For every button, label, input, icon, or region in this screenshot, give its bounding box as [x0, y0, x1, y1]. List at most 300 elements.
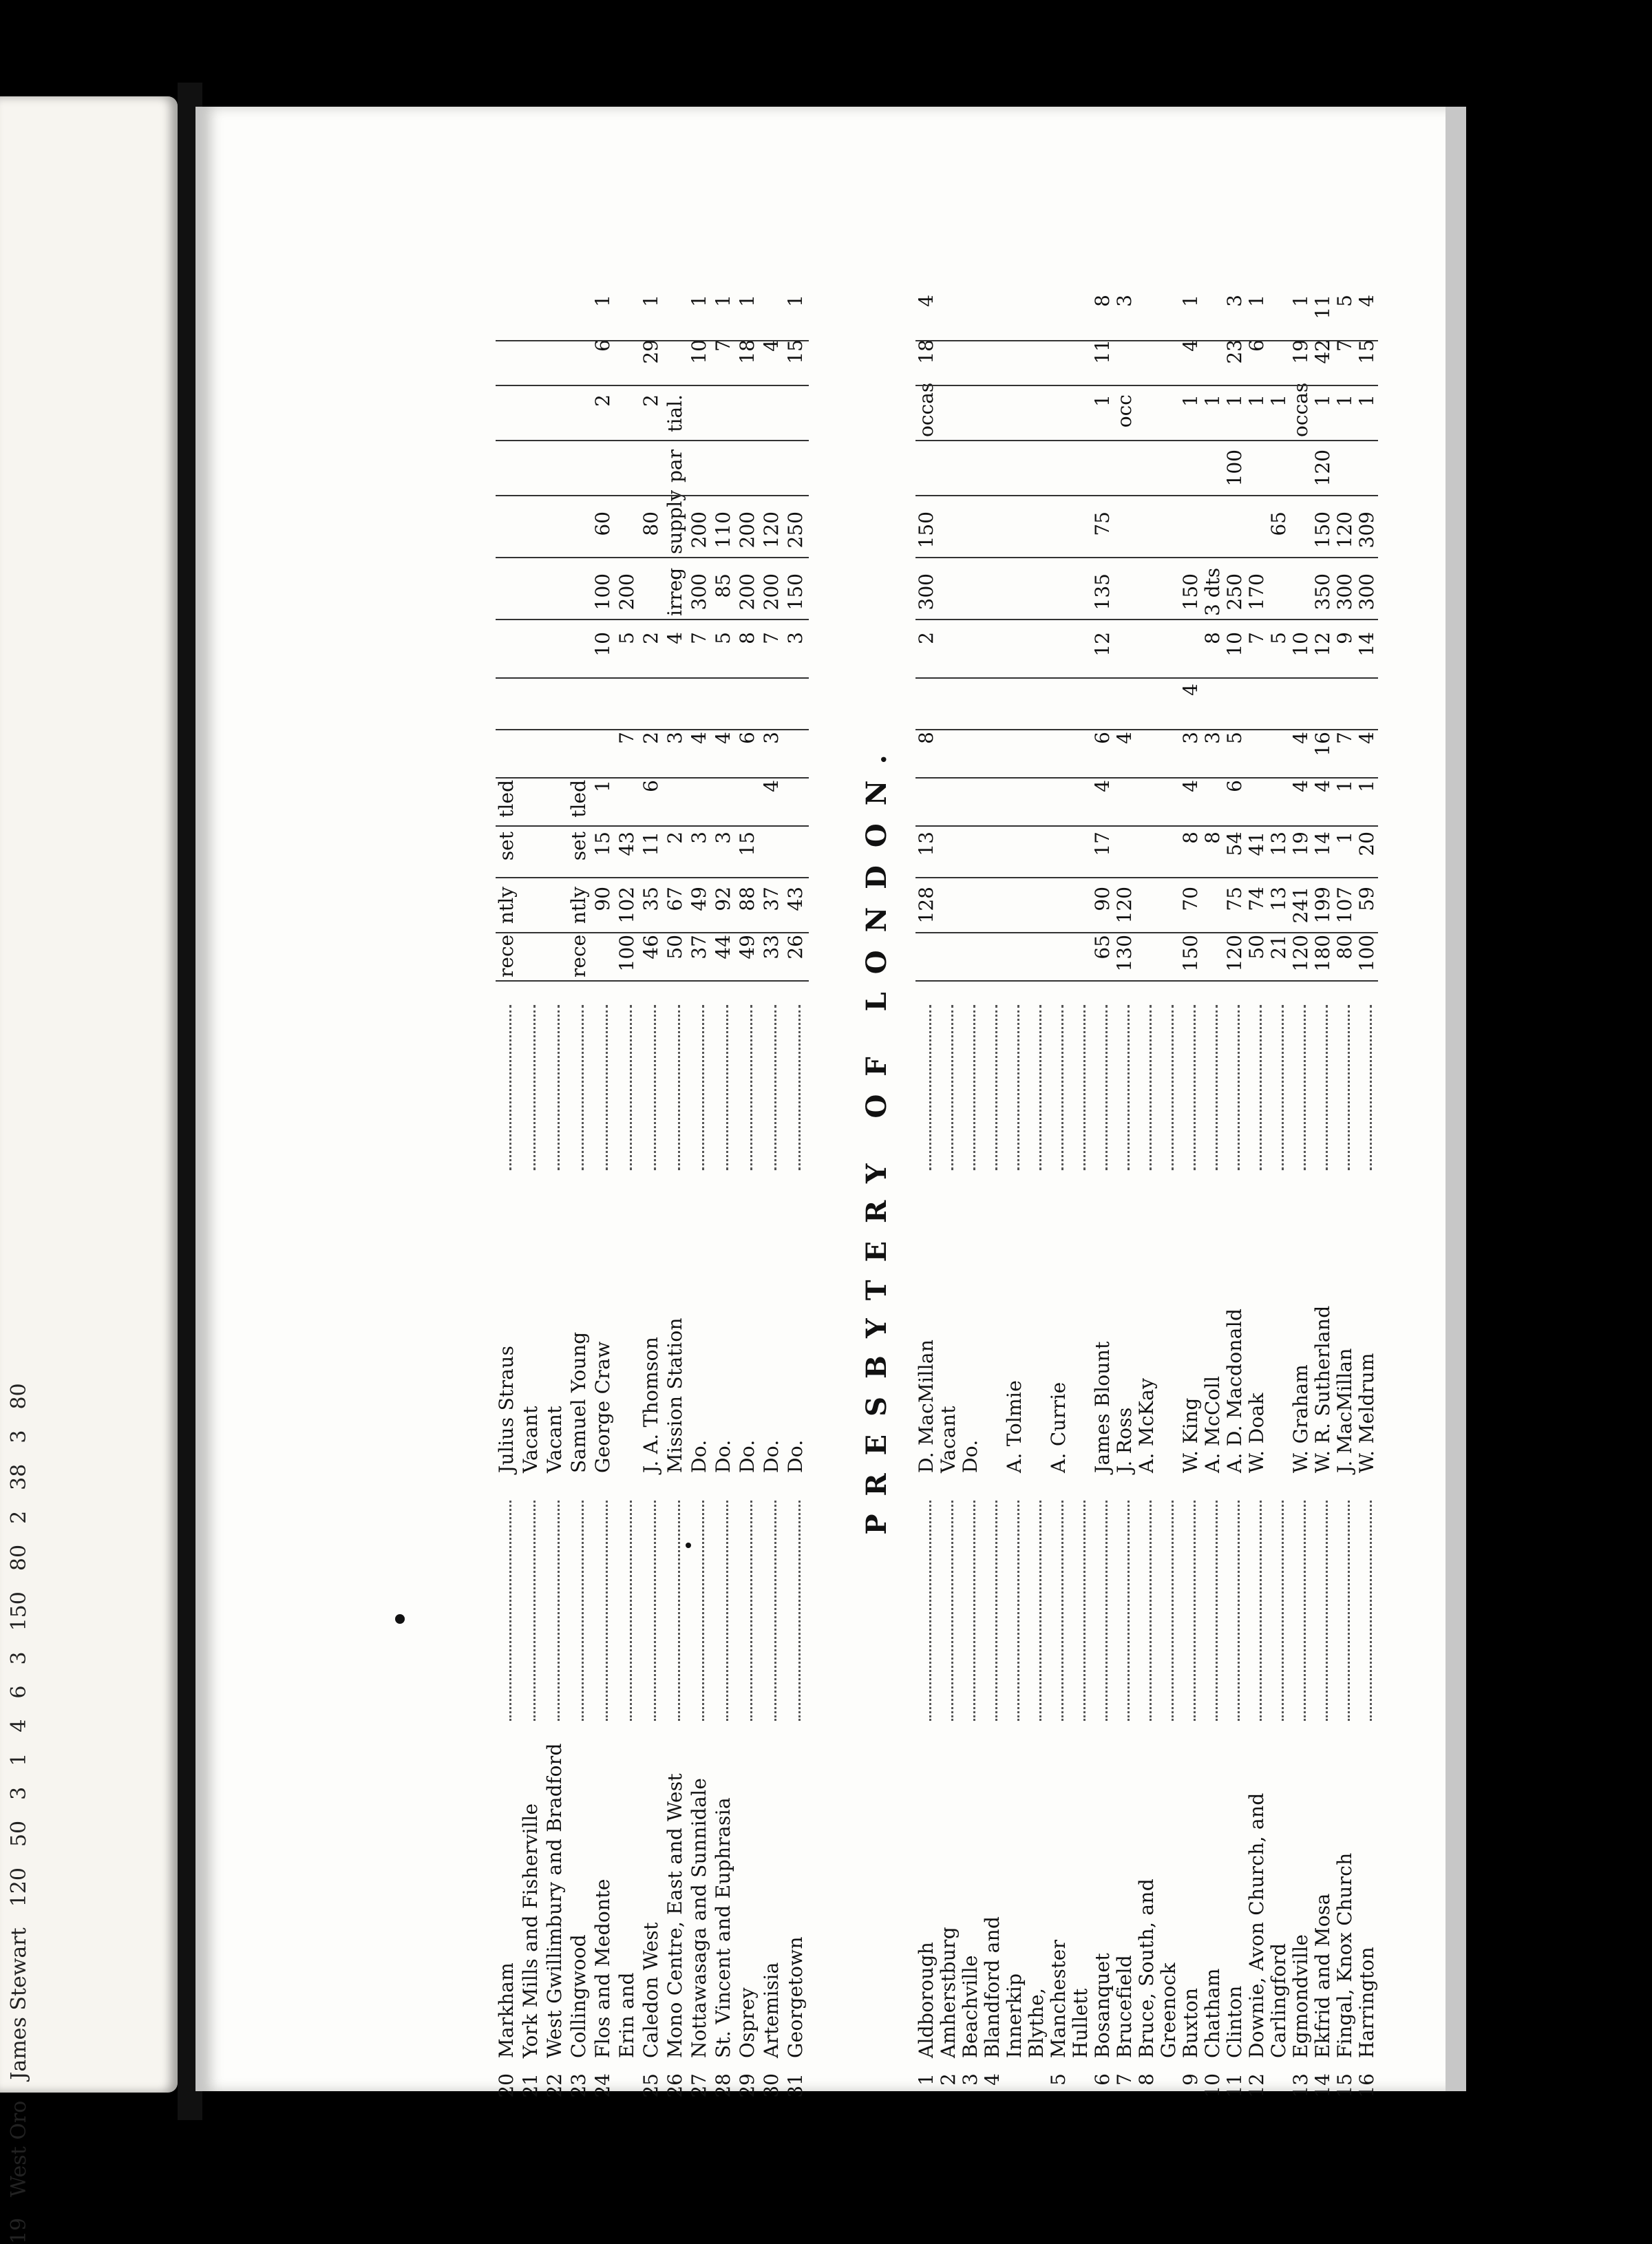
value-cell: 300 [915, 573, 938, 611]
column-rule [496, 777, 809, 779]
value-cell: 1 [1355, 780, 1378, 792]
row-number: 2 [937, 2073, 960, 2086]
dot-leader [654, 1005, 656, 1170]
value-cell: 150 [784, 573, 807, 611]
minister-name: D. MacMillan [915, 1339, 938, 1473]
congregation-name: Ekfrid and Mosa [1311, 1893, 1334, 2058]
row-number: 13 [1289, 2073, 1312, 2098]
value-cell: 12 [1311, 632, 1334, 657]
value-cell: 6 [591, 339, 614, 352]
value-cell: 130 [1113, 935, 1136, 972]
value-cell: 90 [1091, 887, 1114, 911]
dot-leader [929, 1501, 931, 1721]
left-page-fragments [7, 317, 131, 2244]
congregation-name: Osprey [736, 1987, 759, 2058]
dot-leader [606, 1501, 608, 1721]
value-cell: 4 [760, 780, 783, 792]
value-cell: 11 [1311, 295, 1334, 319]
value-cell: 33 [760, 935, 783, 960]
table-row [915, 165, 938, 2106]
congregation-name: Caledon West [639, 1922, 662, 2058]
value-cell: 1 [1201, 394, 1224, 407]
value-cell: 180 [1311, 935, 1334, 972]
dot-leader [702, 1005, 704, 1170]
table-row [1202, 165, 1224, 2106]
value-cell: 8 [1091, 295, 1114, 307]
value-cell: 16 [1311, 732, 1334, 756]
value-cell: 11 [639, 832, 662, 856]
table-row [1070, 165, 1092, 2106]
left-page-fragment: 50 [7, 1820, 31, 1848]
dot-leader [726, 1501, 728, 1721]
value-cell: 3 [1113, 295, 1136, 307]
left-page-fragment: 4 [7, 1719, 31, 1733]
congregation-name: Amherstburg [937, 1927, 960, 2058]
value-cell: 5 [615, 632, 638, 644]
value-cell: 2 [664, 832, 686, 844]
value-cell: 8 [1201, 632, 1224, 644]
row-number: 27 [688, 2073, 710, 2098]
congregation-name: Downie, Avon Church, and [1245, 1792, 1268, 2058]
table-row [496, 165, 518, 2106]
value-cell: 1 [1091, 394, 1114, 407]
minister-name: George Craw [591, 1341, 614, 1473]
value-cell: 350 [1311, 573, 1334, 611]
dot-leader [929, 1005, 931, 1170]
value-cell: 70 [1179, 887, 1202, 911]
dot-leader [1238, 1005, 1240, 1170]
value-cell: 19 [1289, 832, 1312, 856]
dot-leader [1370, 1501, 1372, 1721]
row-number: 20 [495, 2073, 518, 2098]
congregation-name: Harrington [1355, 1947, 1378, 2058]
value-cell: 1 [591, 295, 614, 307]
value-cell: 50 [664, 935, 686, 960]
table-row [960, 165, 982, 2106]
table-row [938, 165, 960, 2106]
dot-leader [995, 1501, 997, 1721]
value-cell: 128 [915, 887, 938, 924]
table-row [568, 165, 590, 2106]
dot-leader [1172, 1501, 1174, 1721]
dot-leader [1260, 1005, 1262, 1170]
congregation-name: Mono Centre, East and West [664, 1772, 686, 2058]
row-number: 11 [1223, 2073, 1246, 2098]
rotated-register-table [172, 165, 1378, 2106]
value-cell: 90 [591, 887, 614, 911]
left-page-fragment: 2 [7, 1510, 31, 1524]
value-cell: 200 [688, 511, 710, 549]
dot-leader [973, 1501, 975, 1721]
column-rule [915, 877, 1378, 878]
minister-name: A. Currie [1047, 1382, 1070, 1473]
minister-name: A. McKay [1135, 1377, 1158, 1473]
value-cell: 42 [1311, 339, 1334, 364]
row-number: 9 [1179, 2073, 1202, 2086]
value-cell: occas [1289, 382, 1312, 437]
row-number: 21 [519, 2073, 542, 2098]
value-cell: 35 [639, 887, 662, 911]
minister-name: Mission Station [664, 1317, 686, 1473]
value-cell: 1 [1179, 295, 1202, 307]
value-cell: 120 [1113, 887, 1136, 924]
dot-leader [509, 1005, 511, 1170]
minister-name: W. King [1179, 1397, 1202, 1473]
value-cell: 1 [1311, 394, 1334, 407]
value-cell: 13 [1267, 887, 1290, 911]
congregation-name: Collingwood [567, 1934, 590, 2058]
value-cell: 7 [1333, 732, 1356, 744]
value-cell: supply [664, 489, 686, 554]
table-row [1114, 165, 1136, 2106]
value-cell: 17 [1091, 832, 1114, 856]
row-number: 4 [981, 2073, 1004, 2086]
table-row [712, 165, 734, 2106]
dot-leader [774, 1501, 776, 1721]
left-page-fragment: West Oro [7, 2100, 31, 2197]
value-cell: 1 [688, 295, 710, 307]
value-cell: set [567, 832, 590, 861]
dot-leader [606, 1005, 608, 1170]
left-page-fragment: 6 [7, 1685, 31, 1699]
value-cell: 4 [760, 339, 783, 352]
value-cell: 15 [1355, 339, 1378, 364]
column-rule [496, 619, 809, 620]
value-cell: 85 [712, 573, 734, 598]
value-cell: 4 [688, 732, 710, 744]
left-page-fragment: 3 [7, 1786, 31, 1800]
left-page-fragment: 3 [7, 1651, 31, 1665]
minister-name: J. A. Thomson [639, 1336, 662, 1473]
congregation-name: York Mills and Fisherville [519, 1803, 542, 2058]
dot-leader [1150, 1501, 1152, 1721]
value-cell: 80 [639, 511, 662, 536]
table-row [785, 165, 807, 2106]
value-cell: 3 [1179, 732, 1202, 744]
table-row [1224, 165, 1246, 2106]
row-number: 16 [1355, 2073, 1378, 2098]
value-cell: 4 [1091, 780, 1114, 792]
congregation-name: Beachville [959, 1955, 982, 2058]
value-cell: 10 [1289, 632, 1312, 657]
column-rule [496, 385, 809, 386]
left-page-fragment: James Stewart [7, 1927, 31, 2080]
column-rule [496, 340, 809, 341]
minister-name: A. McColl [1201, 1375, 1224, 1473]
value-cell: 15 [784, 339, 807, 364]
congregation-name: Chatham [1201, 1968, 1224, 2058]
value-cell: 7 [615, 732, 638, 744]
value-cell: 15 [591, 832, 614, 856]
table-row [1246, 165, 1268, 2106]
dot-leader [630, 1501, 632, 1721]
table-row [1180, 165, 1202, 2106]
dot-leader [1304, 1005, 1306, 1170]
dot-leader [1326, 1005, 1328, 1170]
column-rule [915, 729, 1378, 730]
table-row [1136, 165, 1158, 2106]
value-cell: irreg [664, 567, 686, 616]
value-cell: 7 [712, 339, 734, 352]
value-cell: 75 [1223, 887, 1246, 911]
minister-name: Vacant [543, 1406, 566, 1473]
value-cell: 6 [736, 732, 759, 744]
value-cell: 60 [591, 511, 614, 536]
dot-leader [678, 1005, 680, 1170]
value-cell: 2 [591, 394, 614, 407]
value-cell: 8 [736, 632, 759, 644]
value-cell: 3 [784, 632, 807, 644]
left-page-fragment: 80 [7, 1383, 31, 1410]
value-cell: 1 [1267, 394, 1290, 407]
value-cell: 1 [1179, 394, 1202, 407]
dot-leader [582, 1501, 584, 1721]
value-cell: 6 [1091, 732, 1114, 744]
minister-name: Julius Straus [495, 1345, 518, 1473]
value-cell: 1 [1223, 394, 1246, 407]
dot-leader [1150, 1005, 1152, 1170]
value-cell: 100 [1355, 935, 1378, 972]
column-rule [915, 385, 1378, 386]
value-cell: 14 [1311, 832, 1334, 856]
dot-leader [582, 1005, 584, 1170]
value-cell: 3 dts [1201, 567, 1224, 616]
value-cell: 1 [1333, 780, 1356, 792]
dot-leader [1061, 1005, 1063, 1170]
value-cell: 4 [1179, 780, 1202, 792]
value-cell: 200 [615, 573, 638, 611]
dot-leader [1105, 1005, 1108, 1170]
table-row [1048, 165, 1070, 2106]
dot-leader [533, 1501, 536, 1721]
congregation-name: Flos and Medonte [591, 1878, 614, 2058]
congregation-name: Fingal, Knox Church [1333, 1852, 1356, 2058]
dot-leader [1216, 1501, 1218, 1721]
value-cell: 5 [1223, 732, 1246, 744]
value-cell: 1 [639, 295, 662, 307]
congregation-name: Manchester [1047, 1939, 1070, 2058]
value-cell: 23 [1223, 339, 1246, 364]
table-row [1092, 165, 1114, 2106]
value-cell: 14 [1355, 632, 1378, 657]
minister-name: James Blount [1091, 1341, 1114, 1473]
value-cell: 241 [1289, 887, 1312, 924]
table-row [664, 165, 686, 2106]
row-number: 28 [712, 2073, 734, 2098]
row-number: 23 [567, 2073, 590, 2098]
value-cell: 19 [1289, 339, 1312, 364]
table-row [1356, 165, 1378, 2106]
value-cell: 199 [1311, 887, 1334, 924]
value-cell: 10 [591, 632, 614, 657]
congregation-name: Artemisia [760, 1962, 783, 2058]
column-rule [496, 495, 809, 496]
value-cell: 88 [736, 887, 759, 911]
value-cell: 6 [1245, 339, 1268, 352]
table-row [520, 165, 542, 2106]
value-cell: 120 [1311, 449, 1334, 487]
table-row [1158, 165, 1180, 2106]
dot-leader [678, 1501, 680, 1721]
row-number: 1 [915, 2073, 938, 2086]
table-row [544, 165, 566, 2106]
value-cell: 100 [1223, 449, 1246, 487]
dot-leader [951, 1501, 953, 1721]
congregation-name: Bosanquet [1091, 1952, 1114, 2058]
value-cell: tial. [664, 394, 686, 432]
table-row [737, 165, 759, 2106]
value-cell: par [664, 449, 686, 483]
minister-name: A. Tolmie [1003, 1379, 1026, 1473]
column-rule [915, 440, 1378, 441]
value-cell: 1 [1333, 394, 1356, 407]
value-cell: 4 [915, 295, 938, 307]
value-cell: 65 [1267, 511, 1290, 536]
row-number: 25 [639, 2073, 662, 2098]
congregation-name: Georgetown [784, 1936, 807, 2058]
minister-name: Do. [688, 1439, 710, 1473]
column-rule [496, 677, 809, 679]
dot-leader [951, 1005, 953, 1170]
value-cell: 135 [1091, 573, 1114, 611]
value-cell: 46 [639, 935, 662, 960]
value-cell: 309 [1355, 511, 1378, 549]
row-number: 29 [736, 2073, 759, 2098]
value-cell: 2 [639, 632, 662, 644]
value-cell: 10 [688, 339, 710, 364]
dot-leader [1105, 1501, 1108, 1721]
value-cell: 300 [1333, 573, 1356, 611]
row-number: 30 [760, 2073, 783, 2098]
dot-leader [1194, 1005, 1196, 1170]
congregation-name: Brucefield [1113, 1954, 1136, 2058]
value-cell: 4 [712, 732, 734, 744]
dot-leader [798, 1005, 801, 1170]
congregation-name: Blandford and [981, 1916, 1004, 2058]
value-cell: 1 [784, 295, 807, 307]
left-page-fragment: 80 [7, 1544, 31, 1571]
dot-leader [1348, 1005, 1350, 1170]
column-rule [915, 677, 1378, 679]
congregation-name: Hullett [1069, 1988, 1092, 2058]
value-cell: set [495, 832, 518, 861]
value-cell: 3 [664, 732, 686, 744]
value-cell: 1 [736, 295, 759, 307]
value-cell: 150 [915, 511, 938, 549]
minister-name: J. MacMillan [1333, 1348, 1356, 1473]
value-cell: 43 [784, 887, 807, 911]
table-row [982, 165, 1004, 2106]
dot-leader [1326, 1501, 1328, 1721]
value-cell: 15 [736, 832, 759, 856]
value-cell: 3 [1223, 295, 1246, 307]
value-cell: 26 [784, 935, 807, 960]
dot-leader [630, 1005, 632, 1170]
dot-leader [702, 1501, 704, 1721]
value-cell: 3 [1201, 732, 1224, 744]
value-cell: 41 [1245, 832, 1268, 856]
value-cell: 200 [736, 511, 759, 549]
table-row [1312, 165, 1334, 2106]
minister-name: Vacant [937, 1406, 960, 1473]
congregation-name: St. Vincent and Euphrasia [712, 1797, 734, 2058]
congregation-name: Erin and [615, 1972, 638, 2058]
row-number: 22 [543, 2073, 566, 2098]
value-cell: 11 [1091, 339, 1114, 364]
minister-name: J. Ross [1113, 1407, 1136, 1473]
value-cell: 4 [1289, 732, 1312, 744]
minister-name: Do. [712, 1439, 734, 1473]
value-cell: 10 [1223, 632, 1246, 657]
table-row [1334, 165, 1356, 2106]
table-row [1290, 165, 1312, 2106]
value-cell: 3 [688, 832, 710, 844]
congregation-name: Blythe, [1025, 1987, 1048, 2058]
column-rule [915, 495, 1378, 496]
value-cell: 250 [784, 511, 807, 549]
minister-name: Vacant [519, 1406, 542, 1473]
value-cell: 250 [1223, 573, 1246, 611]
value-cell: 7 [1245, 632, 1268, 644]
row-number: 5 [1047, 2073, 1070, 2086]
minister-name: Do. [760, 1439, 783, 1473]
table-row [616, 165, 638, 2106]
value-cell: 120 [1289, 935, 1312, 972]
dot-leader [558, 1005, 560, 1170]
minister-name: W. R. Sutherland [1311, 1305, 1334, 1473]
value-cell: 6 [639, 780, 662, 792]
dot-leader [750, 1501, 752, 1721]
table-row [592, 165, 614, 2106]
value-cell: 59 [1355, 887, 1378, 911]
congregation-name: Greenock [1157, 1962, 1180, 2058]
value-cell: 4 [1311, 780, 1334, 792]
value-cell: 110 [712, 511, 734, 549]
value-cell: 1 [712, 295, 734, 307]
row-number: 12 [1245, 2073, 1268, 2098]
dot-leader [1127, 1501, 1130, 1721]
minister-name: W. Meldrum [1355, 1353, 1378, 1473]
row-number: 8 [1135, 2073, 1158, 2086]
column-rule [496, 980, 809, 982]
left-page-fragment: 150 [7, 1591, 31, 1631]
dot-leader [1282, 1005, 1284, 1170]
minister-name: Do. [959, 1439, 982, 1473]
congregation-name: Buxton [1179, 1987, 1202, 2058]
value-cell: 120 [1223, 935, 1246, 972]
value-cell: 8 [1201, 832, 1224, 844]
value-cell: 21 [1267, 935, 1290, 960]
value-cell: 37 [688, 935, 710, 960]
value-cell: 2 [639, 394, 662, 407]
dot-leader [1083, 1005, 1086, 1170]
dot-leader [1348, 1501, 1350, 1721]
column-rule [496, 932, 809, 933]
value-cell: 13 [1267, 832, 1290, 856]
column-rule [496, 557, 809, 558]
row-number: 26 [664, 2073, 686, 2098]
dot-leader [509, 1501, 511, 1721]
column-rule [496, 877, 809, 878]
minister-name: Do. [784, 1439, 807, 1473]
value-cell: 74 [1245, 887, 1268, 911]
dot-leader [654, 1501, 656, 1721]
left-page-fragment: 3 [7, 1430, 31, 1443]
value-cell: tled [495, 780, 518, 818]
dot-leader [774, 1005, 776, 1170]
value-cell: 49 [688, 887, 710, 911]
value-cell: 1 [1245, 295, 1268, 307]
